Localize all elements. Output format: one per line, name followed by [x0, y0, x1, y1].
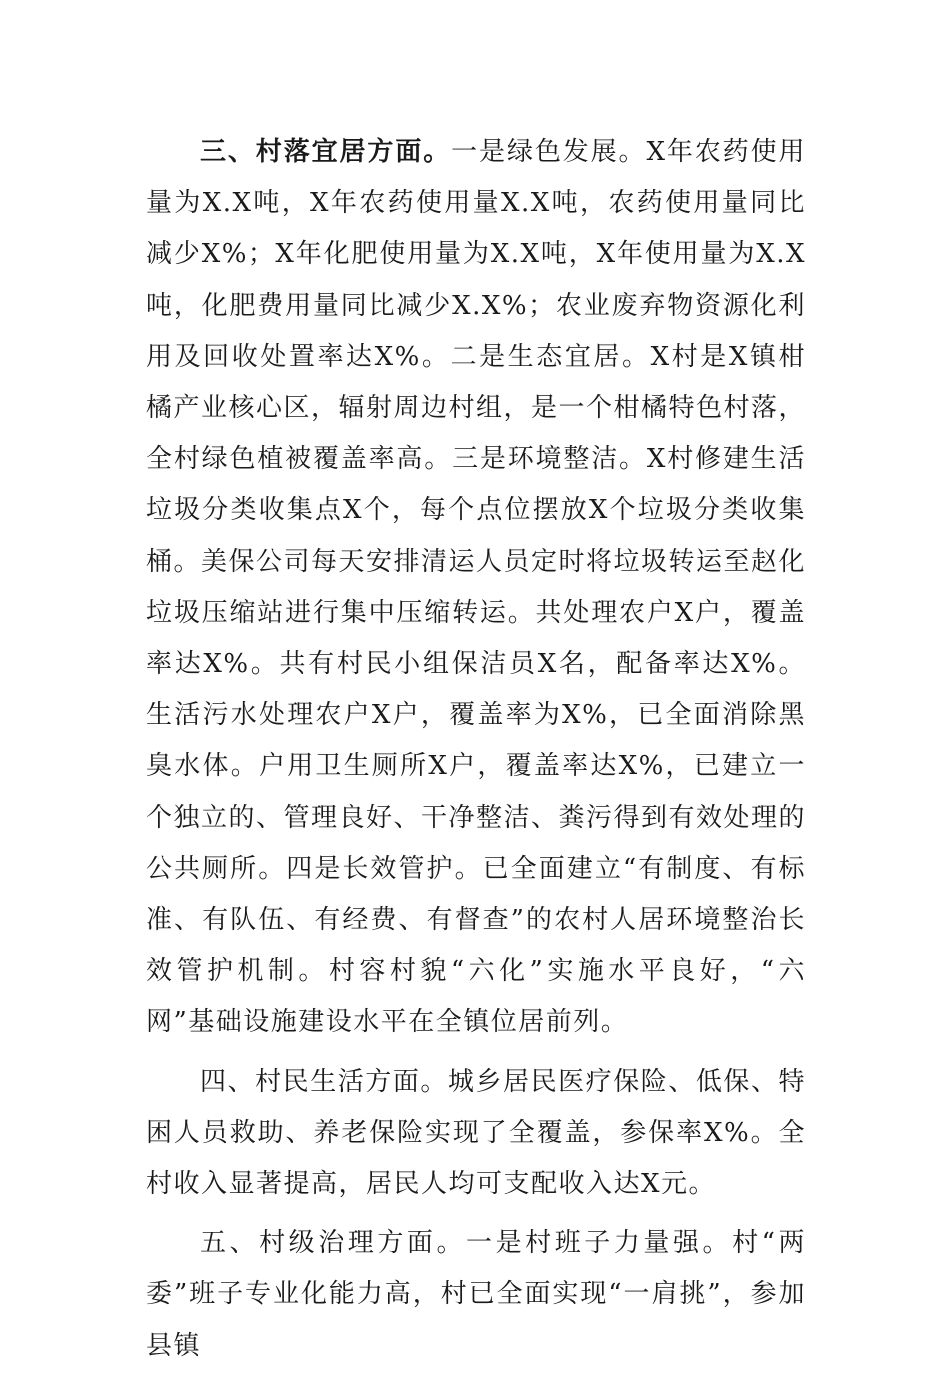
paragraph-villager-life — [146, 1057, 806, 1211]
document-body — [146, 127, 806, 1380]
paragraph-village-livability — [146, 127, 806, 1049]
paragraph-village-governance — [146, 1218, 806, 1372]
paragraph-text: 五、村级治理方面。一是村班子力量强。村“两委”班子专业化能力高，村已全面实现“一肩挑”，参加县镇 — [146, 1228, 806, 1361]
paragraph-text: 四、村民生活方面。城乡居民医疗保险、低保、特困人员救助、养老保险实现了全覆盖，参保率X%。全村收入显著提高，居民人均可支配收入达X元。 — [146, 1066, 806, 1200]
paragraph-text: 一是绿色发展。X年农药使用量为X.X吨，X年农药使用量X.X吨，农药使用量同比减少X%；X年化肥使用量为X.X吨，X年使用量为X.X吨，化肥费用量同比减少X.X%；农业废弃物资源化利用及回收处置率达X%。二是生态宜居。X村是X镇柑橘产业核心区，辐射周边村组，是一个柑橘特色村落，全村绿色植被覆盖率高。三是环境整洁。X村修建生活垃圾分类收集点X个，每个点位摆放X个垃圾分类收集桶。美保公司每天安排清运人员定时将垃圾转运至赵化垃圾压缩站进行集中压缩转运。共处理农户X户，覆盖率达X%。共有村民小组保洁员X名，配备率达X%。生活污水处理农户X户，覆盖率为X%，已全面消除黑臭水体。户用卫生厕所X户，覆盖率达X%，已建立一个独立的、管理良好、干净整洁、粪污得到有效处理的公共厕所。四是长效管护。已全面建立“有制度、有标准、有队伍、有经费、有督查”的农村人居环境整治长效管护机制。村容村貌“六化”实施水平良好，“六网”基础设施建设水平在全镇位居前列。 — [146, 137, 807, 1038]
section-heading-village-livability: 三、村落宜居方面。 — [200, 137, 452, 167]
